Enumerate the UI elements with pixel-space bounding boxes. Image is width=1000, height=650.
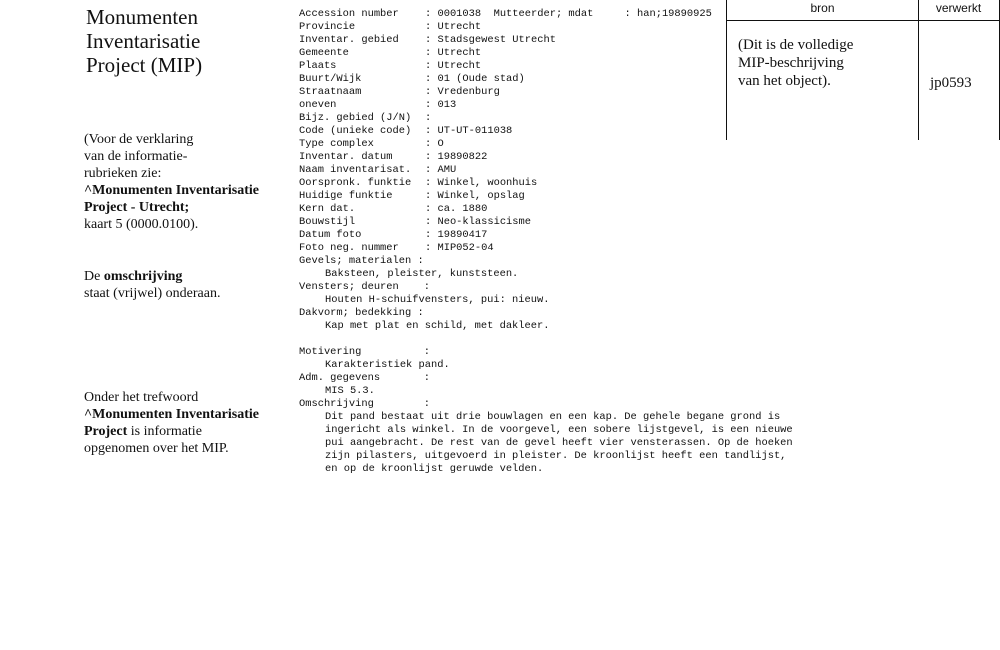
field-label: Provincie [299,21,356,33]
dakvorm-label: Dakvorm; bedekking : [299,307,424,319]
omschrijving-line: pui aangebracht. De rest van de gevel heeft vier vensterassen. Op de hoeken [325,437,793,449]
verwerkt-value: jp0593 [930,75,972,91]
explanation-note [84,131,259,233]
record-field [299,99,793,112]
record-field [299,60,793,73]
note1-reference-line-2: Project - Utrecht; [84,200,190,215]
field-label: Code (unieke code) [299,125,412,137]
record-field [299,177,793,190]
field-label: Straatnaam [299,86,362,98]
bron-line-3: van het object). [738,73,831,89]
field-value: : UT-UT-011038 [425,125,513,137]
omschrijving-line: zijn pilasters, uitgevoerd in pleister. De kroonlijst heeft een tandlijst, [325,450,787,462]
field-value: : 19890417 [425,229,488,241]
omschrijving-line: Dit pand bestaat uit drie bouwlagen en een kap. De gehele begane grond is [325,411,781,423]
adm-value: MIS 5.3. [325,385,375,397]
note3-keyword-1: ^Monumenten Inventarisatie [84,407,259,422]
field-value: : Winkel, woonhuis [425,177,538,189]
record-field [299,151,793,164]
bron-header: bron [727,0,918,21]
field-value: : Vredenburg [425,86,500,98]
note2-keyword: omschrijving [103,269,183,284]
field-label: Gemeente [299,47,349,59]
record-field [299,138,793,151]
field-label: Naam inventarisat. [299,164,412,176]
field-label: Foto neg. nummer [299,242,399,254]
field-label: Huidige funktie [299,190,393,202]
record-field [299,8,793,21]
note3-line-1: Onder het trefwoord [84,390,199,405]
record-field [299,21,793,34]
omschrijving-label: Omschrijving : [299,398,430,410]
field-label: Inventar. gebied [299,34,399,46]
record-field [299,216,793,229]
mip-record [299,8,793,476]
field-label: Accession number [299,8,399,20]
record-field [299,242,793,255]
note1-map-reference: kaart 5 (0000.0100). [84,217,199,232]
bron-line-1: (Dit is de volledige [738,37,854,53]
field-label: Inventar. datum [299,151,393,163]
note1-line-2: van de informatie- [84,149,188,164]
field-value: : Winkel, opslag [425,190,525,202]
field-value: : 01 (Oude stad) [425,73,525,85]
description-note [84,268,220,302]
field-value: : [425,112,432,124]
field-label: Type complex [299,138,374,150]
field-value: : 19890822 [425,151,488,163]
record-field [299,203,793,216]
record-field [299,164,793,177]
field-value: : MIP052-04 [425,242,494,254]
field-label: Bijz. gebied (J/N) [299,112,412,124]
omschrijving-line: ingericht als winkel. In de voorgevel, een sobere lijstgevel, is een nieuwe [325,424,793,436]
vensters-value: Houten H-schuifvensters, pui: nieuw. [325,294,550,306]
record-field [299,34,793,47]
field-value: : Utrecht [425,47,482,59]
record-field [299,47,793,60]
field-label: Plaats [299,60,337,72]
note1-line-1: (Voor de verklaring [84,132,194,147]
record-field [299,73,793,86]
bron-line-2: MIP-beschrijving [738,55,844,71]
keyword-note [84,389,259,457]
field-value: : ca. 1880 [425,203,488,215]
title-line-2: Inventarisatie [86,29,201,53]
adm-label: Adm. gegevens : [299,372,430,384]
record-field [299,229,793,242]
record-field [299,125,793,138]
note1-reference-line-1: ^Monumenten Inventarisatie [84,183,259,198]
gevels-label: Gevels; materialen : [299,255,424,267]
field-label: oneven [299,99,337,111]
note1-line-3: rubrieken zie: [84,166,162,181]
vensters-label: Vensters; deuren : [299,281,430,293]
field-value: : 0001038 Mutteerder; mdat : han;19890925 [425,8,712,20]
note3-line-3-rest: is informatie [127,424,202,439]
field-value: : Utrecht [425,21,482,33]
field-label: Buurt/Wijk [299,73,362,85]
page-title [86,5,202,77]
field-label: Oorspronk. funktie [299,177,412,189]
bron-text [738,36,853,90]
field-value: : AMU [425,164,457,176]
record-fields [299,8,793,255]
column-divider [918,0,919,140]
field-value: : Stadsgewest Utrecht [425,34,556,46]
note2-prefix: De [84,269,104,284]
title-line-3: Project (MIP) [86,53,203,77]
record-field [299,112,793,125]
record-field [299,86,793,99]
title-line-1: Monumenten [86,5,198,29]
note3-line-4: opgenomen over het MIP. [84,441,229,456]
source-box [726,0,1000,140]
note3-keyword-2: Project [84,424,128,439]
dakvorm-value: Kap met plat en schild, met dakleer. [325,320,550,332]
field-label: Datum foto [299,229,362,241]
gevels-value: Baksteen, pleister, kunststeen. [325,268,519,280]
field-label: Bouwstijl [299,216,356,228]
motivering-label: Motivering : [299,346,430,358]
motivering-value: Karakteristiek pand. [325,359,450,371]
note2-line-2: staat (vrijwel) onderaan. [84,286,221,301]
record-field [299,190,793,203]
field-value: : Utrecht [425,60,482,72]
omschrijving-line: en op de kroonlijst geruwde velden. [325,463,544,475]
field-value: : 013 [425,99,457,111]
field-label: Kern dat. [299,203,356,215]
field-value: : Neo-klassicisme [425,216,532,228]
field-value: : O [425,138,444,150]
verwerkt-header: verwerkt [918,0,999,21]
